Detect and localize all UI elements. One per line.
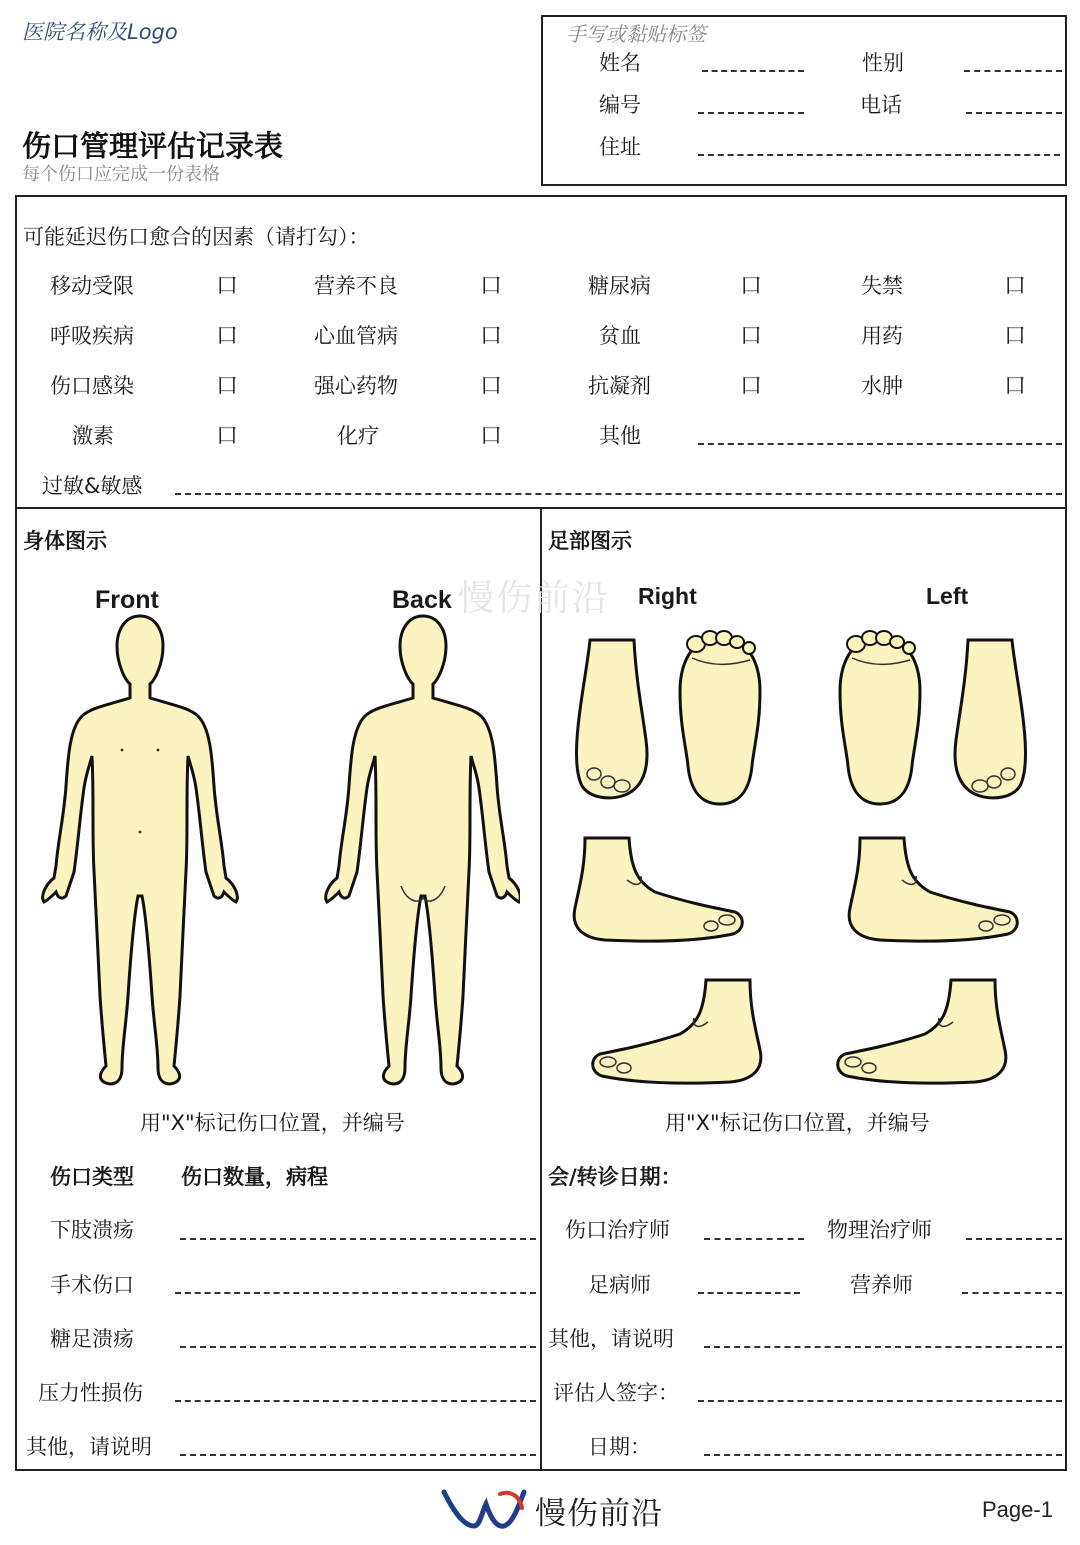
wound-type-other: 其他，请说明 bbox=[26, 1435, 152, 1459]
form-subtitle: 每个伤口应完成一份表格 bbox=[22, 164, 220, 185]
wound-type-surgical: 手术伤口 bbox=[50, 1273, 134, 1297]
phone-field[interactable] bbox=[966, 112, 1062, 114]
podiatrist-label: 足病师 bbox=[588, 1273, 651, 1297]
front-label: Front bbox=[95, 586, 159, 614]
wound-other-field[interactable] bbox=[180, 1454, 536, 1456]
date-field[interactable] bbox=[704, 1454, 1062, 1456]
gender-label: 性别 bbox=[862, 51, 904, 75]
factor-checkbox-anticoagulant[interactable]: 口 bbox=[740, 374, 763, 399]
podiatrist-field[interactable] bbox=[698, 1292, 800, 1294]
factor-checkbox-incontinence[interactable]: 口 bbox=[1004, 274, 1027, 299]
name-field[interactable] bbox=[702, 70, 804, 72]
factor-checkbox-wound-infection[interactable]: 口 bbox=[216, 374, 239, 399]
factor-label-chemotherapy: 化疗 bbox=[337, 424, 379, 448]
referral-other-label: 其他，请说明 bbox=[548, 1327, 674, 1351]
factor-checkbox-cardiotonic[interactable]: 口 bbox=[480, 374, 503, 399]
factor-checkbox-immobility[interactable]: 口 bbox=[216, 274, 239, 299]
referral-heading: 会/转诊日期： bbox=[548, 1165, 682, 1189]
dietitian-field[interactable] bbox=[962, 1292, 1062, 1294]
wound-pressure-injury-field[interactable] bbox=[175, 1400, 536, 1402]
wound-diabetic-foot-field[interactable] bbox=[180, 1346, 536, 1348]
wound-therapist-label: 伤口治疗师 bbox=[565, 1218, 670, 1242]
wound-type-diabetic-foot: 糖足溃疡 bbox=[50, 1327, 134, 1351]
factor-checkbox-anemia[interactable]: 口 bbox=[740, 324, 763, 349]
factor-label-immobility: 移动受限 bbox=[50, 274, 134, 298]
factor-checkbox-hormone[interactable]: 口 bbox=[216, 424, 239, 449]
wound-surgical-field[interactable] bbox=[175, 1292, 536, 1294]
id-field[interactable] bbox=[698, 112, 804, 114]
factor-checkbox-cardiovascular[interactable]: 口 bbox=[480, 324, 503, 349]
factor-label-wound-infection: 伤口感染 bbox=[50, 374, 134, 398]
allergy-field[interactable] bbox=[175, 493, 1062, 495]
phone-label: 电话 bbox=[860, 93, 902, 117]
factor-label-respiratory: 呼吸疾病 bbox=[50, 324, 134, 348]
factor-other-field[interactable] bbox=[698, 443, 1062, 445]
left-foot-medial bbox=[849, 838, 1017, 941]
factor-label-other: 其他 bbox=[599, 424, 641, 448]
factors-heading: 可能延迟伤口愈合的因素（请打勾）： bbox=[23, 225, 370, 249]
back-label: Back bbox=[392, 586, 452, 614]
label-hint: 手写或黏贴标签 bbox=[566, 22, 706, 46]
id-label: 编号 bbox=[599, 93, 641, 117]
footer-brand: 慢伤前沿 bbox=[535, 1496, 663, 1532]
wound-leg-ulcer-field[interactable] bbox=[180, 1238, 536, 1240]
factor-checkbox-diabetes[interactable]: 口 bbox=[740, 274, 763, 299]
address-field[interactable] bbox=[698, 154, 1060, 156]
factor-label-edema: 水肿 bbox=[861, 374, 903, 398]
referral-other-field[interactable] bbox=[704, 1346, 1062, 1348]
factor-label-cardiotonic: 强心药物 bbox=[314, 374, 398, 398]
assessor-signature-label: 评估人签字： bbox=[553, 1381, 679, 1405]
brand-logo-icon bbox=[440, 1482, 530, 1532]
address-label: 住址 bbox=[599, 135, 641, 159]
factor-label-malnutrition: 营养不良 bbox=[314, 274, 398, 298]
foot-instruction: 用"X"标记伤口位置，并编号 bbox=[665, 1111, 930, 1135]
wound-count-header: 伤口数量，病程 bbox=[181, 1165, 328, 1189]
left-foot-sole bbox=[840, 631, 920, 804]
right-foot-sole bbox=[680, 631, 760, 804]
physio-field[interactable] bbox=[966, 1238, 1062, 1240]
factor-label-hormone: 激素 bbox=[72, 424, 114, 448]
page-number: Page-1 bbox=[982, 1497, 1053, 1522]
wound-type-pressure-injury: 压力性损伤 bbox=[38, 1381, 143, 1405]
front-body-figure bbox=[43, 616, 238, 1084]
hospital-name-logo: 医院名称及Logo bbox=[22, 20, 178, 44]
back-body-figure bbox=[326, 616, 520, 1084]
wound-type-leg-ulcer: 下肢溃疡 bbox=[50, 1218, 134, 1242]
watermark: 慢伤前沿 bbox=[458, 578, 611, 619]
factor-checkbox-edema[interactable]: 口 bbox=[1004, 374, 1027, 399]
right-foot-dorsal bbox=[577, 640, 648, 798]
allergy-label: 过敏&敏感 bbox=[42, 474, 143, 498]
factor-label-cardiovascular: 心血管病 bbox=[314, 324, 398, 348]
left-foot-lateral bbox=[838, 980, 1006, 1083]
wound-type-header: 伤口类型 bbox=[50, 1165, 134, 1189]
factor-label-medication: 用药 bbox=[861, 324, 903, 348]
factor-label-anticoagulant: 抗凝剂 bbox=[588, 374, 651, 398]
right-foot-label: Right bbox=[638, 583, 697, 609]
factor-label-diabetes: 糖尿病 bbox=[588, 274, 651, 298]
assessor-signature-field[interactable] bbox=[698, 1400, 1062, 1402]
factor-label-anemia: 贫血 bbox=[599, 324, 641, 348]
left-foot-label: Left bbox=[926, 583, 969, 609]
gender-field[interactable] bbox=[964, 70, 1062, 72]
factor-checkbox-medication[interactable]: 口 bbox=[1004, 324, 1027, 349]
physio-label: 物理治疗师 bbox=[827, 1218, 932, 1242]
wound-therapist-field[interactable] bbox=[704, 1238, 804, 1240]
factor-checkbox-chemotherapy[interactable]: 口 bbox=[480, 424, 503, 449]
body-figures-svg[interactable] bbox=[20, 612, 520, 1092]
foot-diagram-heading: 足部图示 bbox=[548, 529, 632, 553]
right-foot-lateral bbox=[593, 980, 761, 1083]
left-foot-dorsal bbox=[955, 640, 1026, 798]
body-diagram-heading: 身体图示 bbox=[23, 529, 107, 553]
factor-label-incontinence: 失禁 bbox=[861, 274, 903, 298]
body-instruction: 用"X"标记伤口位置，并编号 bbox=[140, 1111, 405, 1135]
form-title: 伤口管理评估记录表 bbox=[22, 129, 284, 163]
column-divider bbox=[540, 507, 542, 1471]
date-label: 日期： bbox=[588, 1435, 651, 1459]
right-foot-medial bbox=[574, 838, 742, 941]
name-label: 姓名 bbox=[599, 51, 641, 75]
factor-checkbox-malnutrition[interactable]: 口 bbox=[480, 274, 503, 299]
factor-checkbox-respiratory[interactable]: 口 bbox=[216, 324, 239, 349]
dietitian-label: 营养师 bbox=[850, 1273, 913, 1297]
foot-figures-svg[interactable] bbox=[560, 620, 1040, 1090]
